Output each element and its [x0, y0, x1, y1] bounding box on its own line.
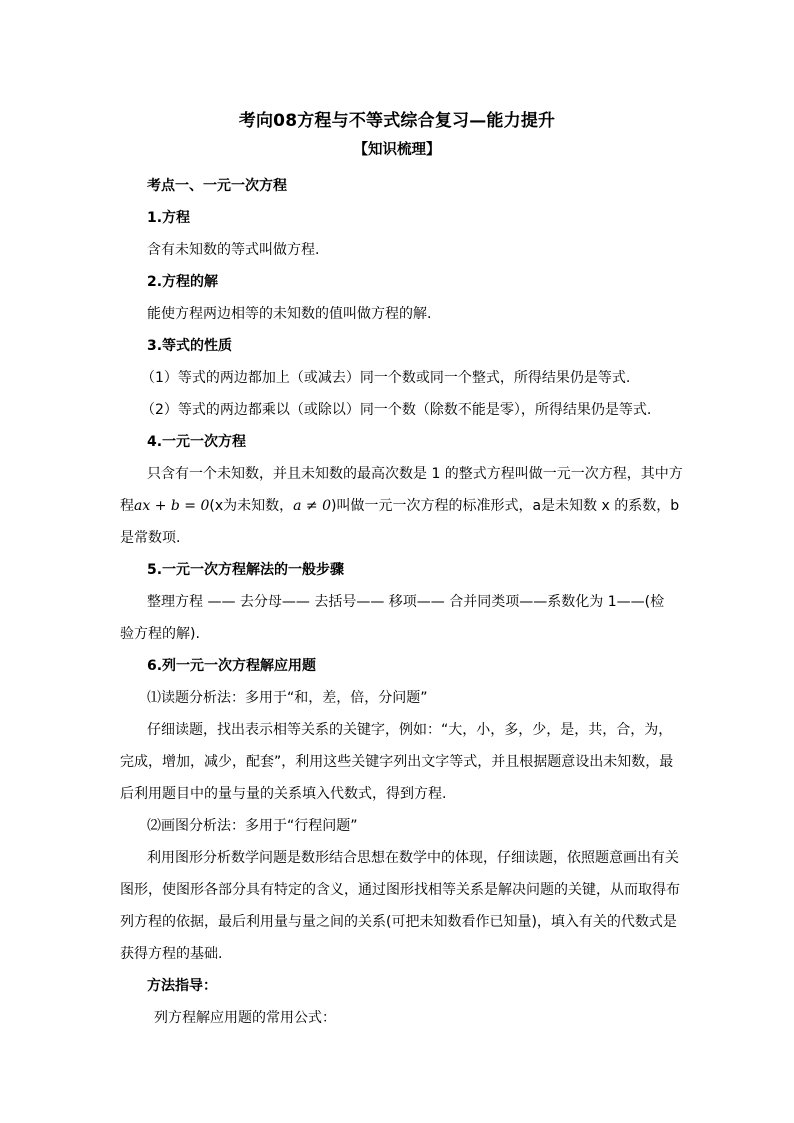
subsection-heading-6: 6.列一元一次方程解应用题 — [147, 658, 317, 674]
method-1-line1: 仔细读题，找出表示相等关系的关键字，例如：“大，小，多，少，是，共，合，为， — [147, 722, 673, 738]
paragraph-4-line3: 是常数项. — [120, 530, 181, 546]
method-1-line2: 完成，增加，减少，配套”，利用这些关键字列出文字等式，并且根据题意设出未知数，最 — [120, 754, 674, 770]
document-title: 考向08方程与不等式综合复习—能力提升 — [238, 111, 556, 131]
text-fragment: 程 — [120, 498, 134, 514]
section-label: 【知识梳理】 — [353, 142, 441, 158]
method-2-title: ⑵画图分析法：多用于“行程问题” — [147, 818, 358, 834]
list-item: （2）等式的两边都乘以（或除以）同一个数（除数不能是零），所得结果仍是等式. — [141, 402, 652, 418]
subsection-heading-3: 3.等式的性质 — [147, 338, 233, 354]
paragraph-4-line2 — [120, 496, 680, 516]
method-2-line2: 图形，使图形各部分具有特定的含义，通过图形找相等关系是解决问题的关键，从而取得布 — [120, 882, 680, 898]
subsection-heading-2: 2.方程的解 — [147, 274, 219, 290]
paragraph-5-line1: 整理方程 —— 去分母—— 去括号—— 移项—— 合并同类项——系数化为 1——(检 — [147, 594, 665, 610]
subsection-heading-4: 4.一元一次方程 — [147, 434, 247, 450]
subsection-heading-1: 1.方程 — [147, 210, 191, 226]
text-fragment: )叫做一元一次方程的标准形式，a是未知数 x 的系数，b — [331, 498, 680, 514]
method-2-line4: 获得方程的基础. — [120, 946, 223, 962]
method-2-line3: 列方程的依据，最后利用量与量之间的关系(可把未知数看作已知量)，填入有关的代数式是 — [120, 914, 677, 930]
point-heading: 考点一、一元一次方程 — [147, 178, 287, 194]
method-guide-heading: 方法指导： — [147, 978, 217, 994]
paragraph-5-line2: 验方程的解). — [120, 626, 200, 642]
method-2-line1: 利用图形分析数学问题是数形结合思想在数学中的体现，仔细读题，依照题意画出有关 — [147, 850, 679, 866]
list-item: （1）等式的两边都加上（或减去）同一个数或同一个整式，所得结果仍是等式. — [141, 370, 631, 386]
equation-standard-form: ax + b = 0 — [134, 498, 210, 514]
method-1-line3: 后利用题目中的量与量的关系填入代数式，得到方程. — [120, 786, 447, 802]
paragraph-2: 能使方程两边相等的未知数的值叫做方程的解. — [147, 306, 432, 322]
paragraph-4-line1: 只含有一个未知数，并且未知数的最高次数是 1 的整式方程叫做一元一次方程，其中方 — [147, 466, 683, 482]
method-guide-text: 列方程解应用题的常用公式： — [154, 1010, 336, 1026]
subsection-heading-5: 5.一元一次方程解法的一般步骤 — [147, 562, 345, 578]
method-1-title: ⑴读题分析法：多用于“和，差，倍，分问题” — [147, 690, 428, 706]
paragraph-1: 含有未知数的等式叫做方程. — [147, 242, 320, 258]
text-fragment: (x为未知数， — [209, 498, 294, 514]
equation-condition: a ≠ 0 — [293, 498, 332, 514]
